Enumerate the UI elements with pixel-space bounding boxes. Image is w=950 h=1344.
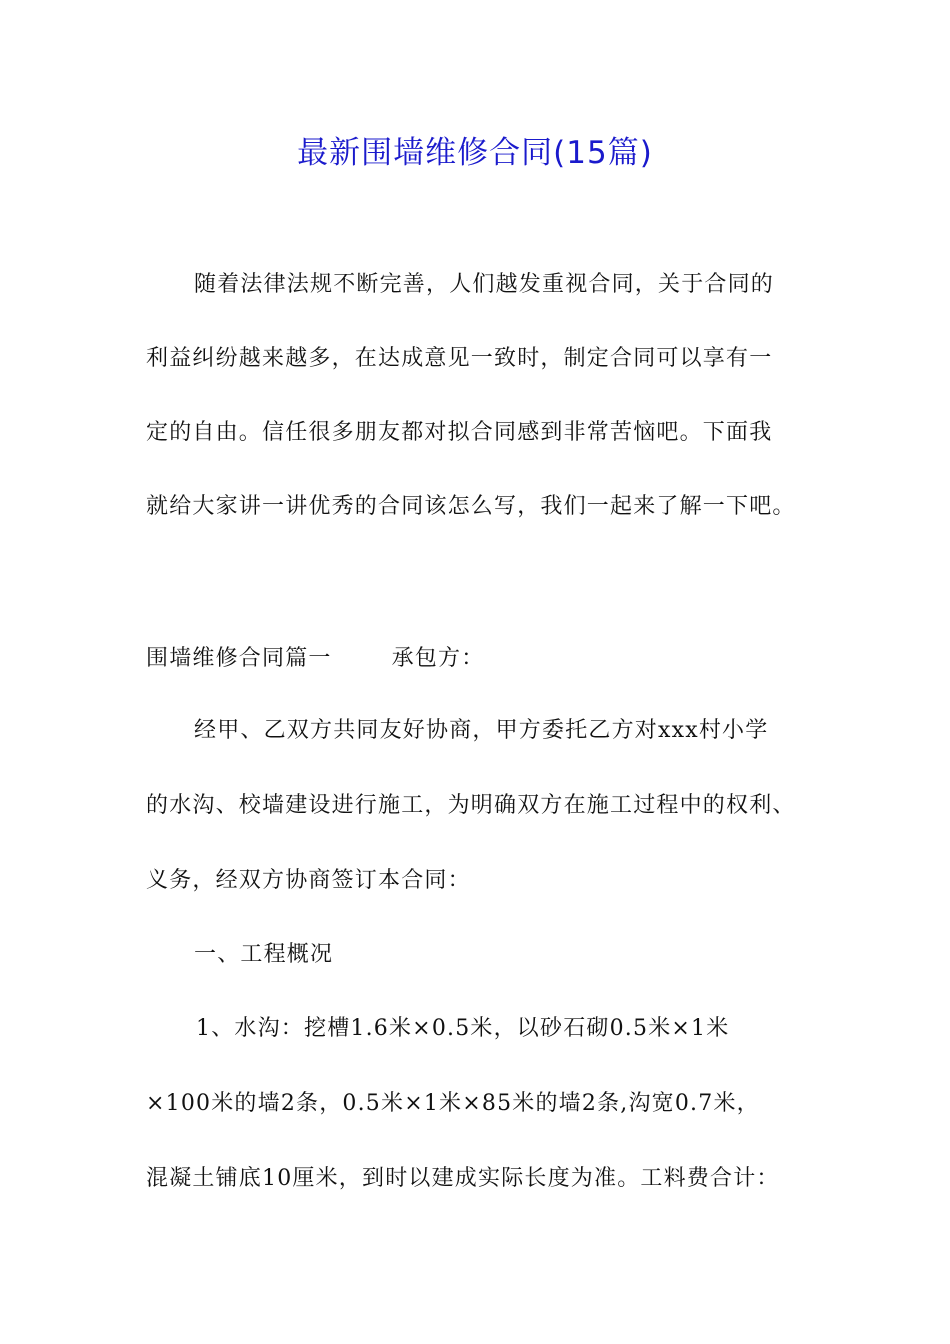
section-heading: 围墙维修合同篇一	[146, 646, 332, 671]
body-line-1: 经甲、乙双方共同友好协商，甲方委托乙方对xxx村小学	[194, 718, 769, 743]
section-party: 承包方：	[391, 646, 485, 671]
intro-line-2: 利益纠纷越来越多，在达成意见一致时，制定合同可以享有一	[146, 346, 773, 371]
body-line-2: 的水沟、校墙建设进行施工，为明确双方在施工过程中的权利、	[146, 793, 796, 818]
body-line-7: 混凝土铺底10厘米，到时以建成实际长度为准。工料费合计：	[146, 1166, 780, 1191]
body-line-5: 1、水沟：挖槽1.6米×0.5米，以砂石砌0.5米×1米	[196, 1016, 730, 1041]
body-line-3: 义务，经双方协商签订本合同：	[146, 868, 471, 893]
document-title: 最新围墙维修合同(15篇)	[297, 135, 653, 171]
intro-line-1: 随着法律法规不断完善，人们越发重视合同，关于合同的	[194, 272, 775, 297]
section-heading-line	[146, 644, 816, 674]
intro-line-3: 定的自由。信任很多朋友都对拟合同感到非常苦恼吧。下面我	[146, 420, 773, 445]
body-line-6: ×100米的墙2条，0.5米×1米×85米的墙2条,沟宽0.7米，	[146, 1091, 760, 1116]
intro-line-4: 就给大家讲一讲优秀的合同该怎么写，我们一起来了解一下吧。	[146, 494, 796, 519]
body-line-4: 一、工程概况	[194, 942, 334, 967]
